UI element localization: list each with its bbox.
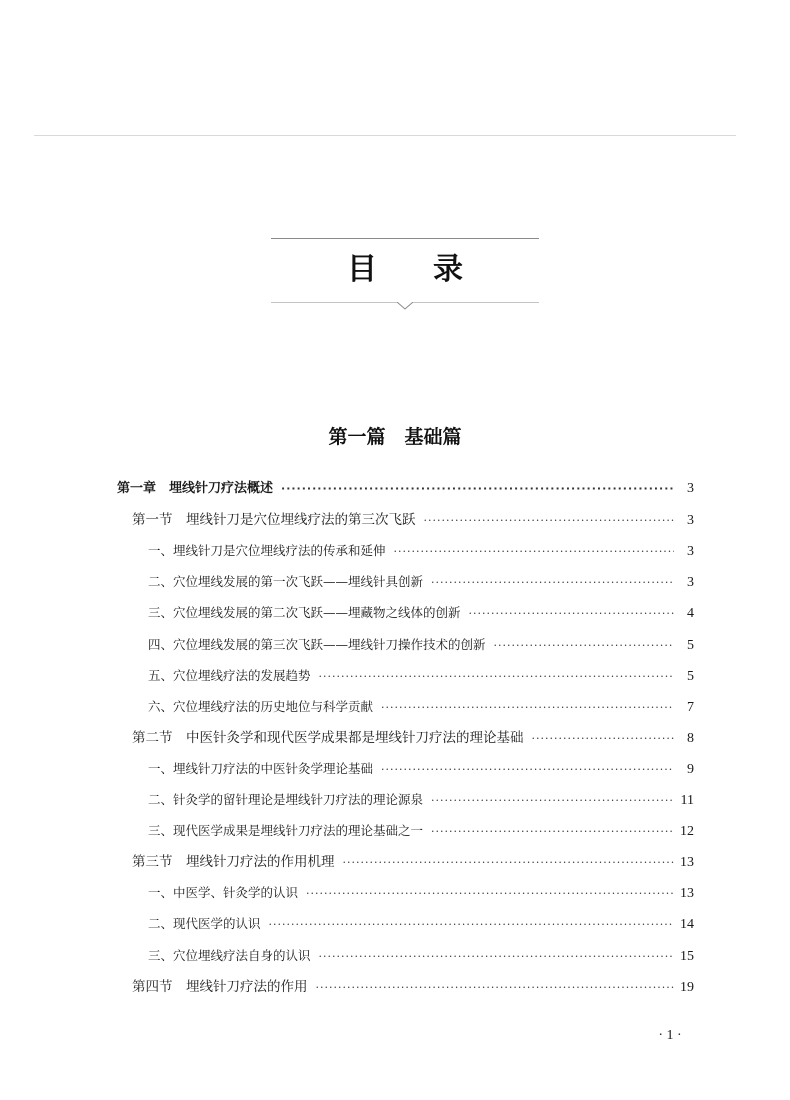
- toc-entry-page: 3: [687, 575, 694, 590]
- toc-entry[interactable]: [148, 694, 694, 720]
- toc-entry-label: 三、穴位埋线发展的第二次飞跃——埋藏物之线体的创新: [148, 605, 461, 620]
- toc-entry-label: 五、穴位埋线疗法的发展趋势: [148, 668, 311, 683]
- toc-entry-page: 11: [680, 793, 694, 808]
- toc-entry-page: 14: [680, 917, 694, 932]
- toc-entry-page: 15: [680, 949, 694, 964]
- toc-entry-label: 第一节 埋线针刀是穴位埋线疗法的第三次飞跃: [132, 512, 416, 528]
- page-title: 目录: [347, 252, 519, 287]
- toc-entry-label: 二、针灸学的留针理论是埋线针刀疗法的理论源泉: [148, 792, 424, 807]
- toc-entry-label: 一、埋线针刀是穴位埋线疗法的传承和延伸: [148, 543, 386, 558]
- toc-entry-page: 19: [680, 980, 694, 995]
- toc-leader-dots: [306, 881, 674, 907]
- toc-entry-label: 第一章 埋线针刀疗法概述: [117, 481, 274, 496]
- toc-leader-dots: [431, 788, 674, 814]
- toc-entry-label: 二、现代医学的认识: [148, 916, 261, 931]
- toc-entry-page: 3: [687, 544, 694, 559]
- title-block: [271, 238, 539, 310]
- toc-entry[interactable]: [148, 538, 694, 564]
- toc-entry[interactable]: [148, 663, 694, 689]
- toc-entry-page: 3: [687, 513, 694, 528]
- toc-leader-dots: [494, 633, 674, 659]
- toc-entry-label: 四、穴位埋线发展的第三次飞跃——埋线针刀操作技术的创新: [148, 637, 486, 652]
- header-divider: [34, 135, 736, 136]
- toc-leader-dots: [381, 695, 674, 721]
- part-title: 第一篇 基础篇: [328, 426, 462, 448]
- title-rule-bottom: [271, 302, 539, 312]
- toc-leader-dots: [316, 975, 675, 1001]
- toc-entry-label: 一、中医学、针灸学的认识: [148, 885, 299, 900]
- toc-entry-page: 8: [687, 731, 694, 746]
- toc-entry-page: 9: [687, 762, 694, 777]
- toc-leader-dots: [319, 944, 674, 970]
- title-rule-top: [271, 238, 539, 239]
- toc-entry-page: 5: [687, 638, 694, 653]
- toc-leader-dots: [424, 508, 675, 534]
- toc-entry[interactable]: [148, 632, 694, 658]
- toc-entry-label: 第二节 中医针灸学和现代医学成果都是埋线针刀疗法的理论基础: [132, 730, 524, 746]
- toc-entry-label: 三、现代医学成果是埋线针刀疗法的理论基础之一: [148, 823, 424, 838]
- toc-leader-dots: [394, 539, 674, 565]
- toc-entry-page: 13: [680, 855, 694, 870]
- toc-entry[interactable]: [148, 911, 694, 937]
- toc-entry-label: 第四节 埋线针刀疗法的作用: [132, 979, 308, 995]
- toc-leader-dots: [381, 757, 674, 783]
- toc-leader-dots: [319, 664, 674, 690]
- toc-entry-page: 12: [680, 824, 694, 839]
- toc-leader-dots: [343, 850, 675, 876]
- toc-entry-page: 3: [687, 481, 694, 496]
- toc-entry[interactable]: [148, 569, 694, 595]
- toc-leader-dots: [431, 570, 674, 596]
- toc-entry-page: 7: [687, 700, 694, 715]
- toc-entry[interactable]: [132, 974, 694, 1000]
- toc-entry-label: 二、穴位埋线发展的第一次飞跃——埋线针具创新: [148, 574, 424, 589]
- toc-entry-page: 13: [680, 886, 694, 901]
- toc-leader-dots: [269, 912, 674, 938]
- toc-entry[interactable]: [117, 476, 694, 502]
- toc-entry-label: 三、穴位埋线疗法自身的认识: [148, 948, 311, 963]
- toc-leader-dots: [281, 476, 674, 502]
- toc-entry-label: 六、穴位埋线疗法的历史地位与科学贡献: [148, 699, 374, 714]
- toc-leader-dots: [431, 819, 674, 845]
- toc-entry[interactable]: [132, 725, 694, 751]
- toc-entry[interactable]: [148, 818, 694, 844]
- toc-entry[interactable]: [148, 756, 694, 782]
- toc-entry-label: 一、埋线针刀疗法的中医针灸学理论基础: [148, 761, 374, 776]
- toc-entry-page: 4: [687, 606, 694, 621]
- toc-entry[interactable]: [148, 787, 694, 813]
- toc-entry-page: 5: [687, 669, 694, 684]
- toc-entry[interactable]: [148, 943, 694, 969]
- toc-entry[interactable]: [132, 507, 694, 533]
- toc-entry[interactable]: [132, 849, 694, 875]
- toc-entry-label: 第三节 埋线针刀疗法的作用机理: [132, 854, 335, 870]
- toc-leader-dots: [469, 601, 674, 627]
- toc-entry[interactable]: [148, 880, 694, 906]
- toc-leader-dots: [532, 726, 675, 752]
- page-number: · 1 ·: [658, 1028, 682, 1043]
- toc-entry[interactable]: [148, 600, 694, 626]
